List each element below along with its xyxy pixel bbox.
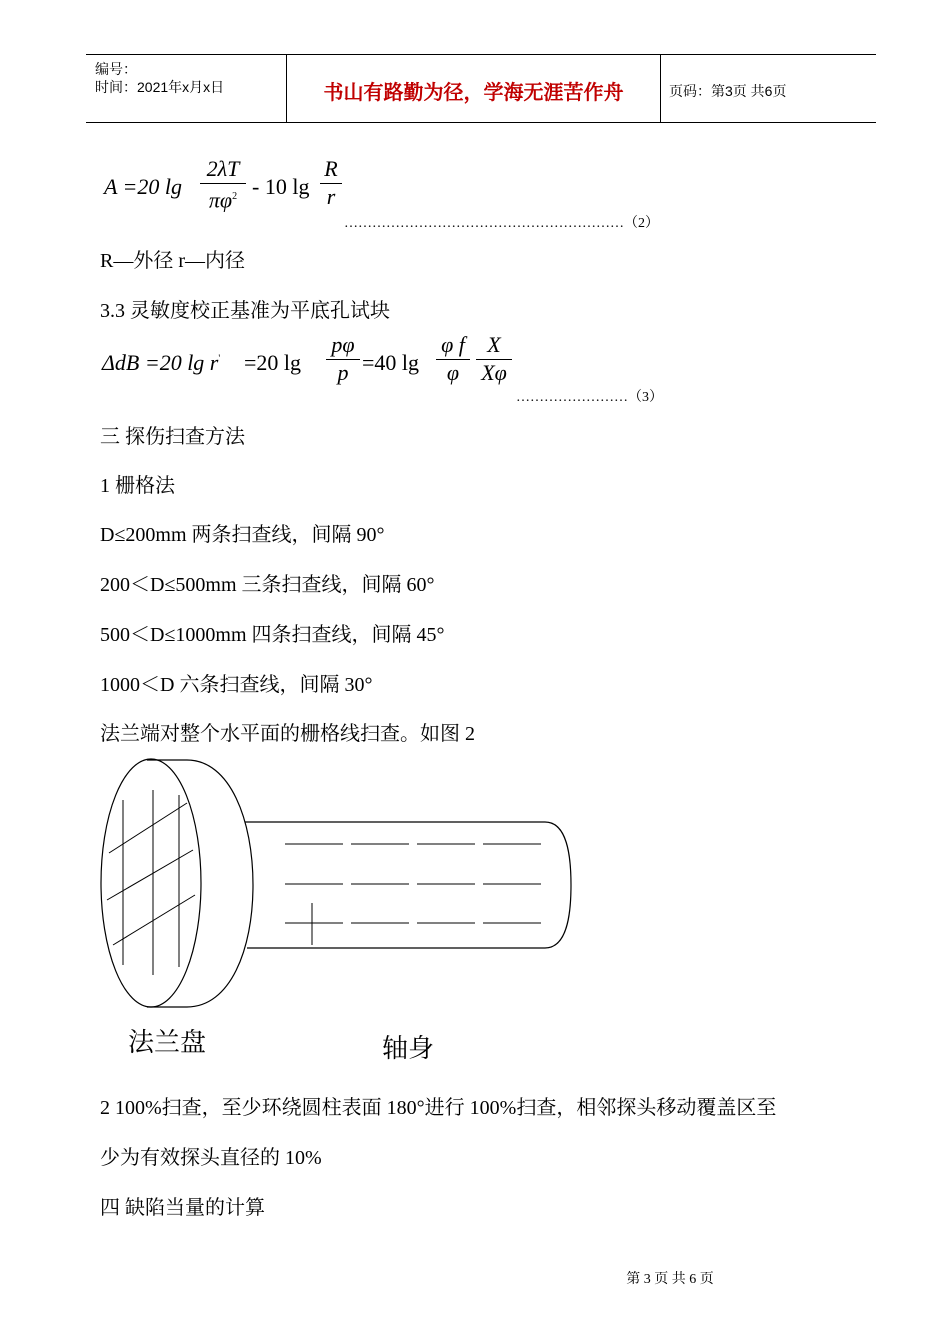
section-3-3: 3.3 灵敏度校正基准为平底孔试块 — [100, 300, 390, 322]
rule-1: D≤200mm 两条扫查线，间隔 90° — [100, 524, 385, 546]
rule-3: 500＜D≤1000mm 四条扫查线，间隔 45° — [100, 624, 445, 646]
figure-label-flange: 法兰盘 — [128, 1028, 207, 1058]
eq2-frac1-den-sup: 2 — [232, 191, 238, 202]
header-time-label: 时间：2021年x月x日 — [95, 79, 225, 95]
rule-2: 200＜D≤500mm 三条扫查线，间隔 60° — [100, 574, 435, 596]
eq3-frac2-denominator: φ — [446, 360, 460, 385]
section-four-heading: 四 缺陷当量的计算 — [100, 1197, 265, 1219]
eq3-fraction-1 — [326, 332, 360, 385]
eq3-lhs: ΔdB =20 lg r — [102, 350, 219, 375]
header-bottom-rule — [86, 122, 876, 123]
flange-rim — [147, 760, 253, 1007]
eq2-frac2-denominator: r — [326, 184, 336, 209]
header-motto: 书山有路勤为径，学海无涯苦作舟 — [323, 80, 624, 104]
header-divider-right — [660, 54, 661, 122]
header-top-rule — [86, 54, 876, 55]
eq3-mid-2: =40 lg — [362, 350, 420, 375]
eq2-mid: - 10 lg — [252, 174, 310, 199]
eq2-number: ……………………………………………………（2） — [344, 216, 659, 231]
footer-page-number: 第 3 页 共 6 页 — [626, 1272, 714, 1287]
eq3-frac3-numerator: X — [487, 332, 501, 357]
eq3-frac3-denominator: Xφ — [481, 360, 507, 385]
scan-100-line-2: 少为有效探头直径的 10% — [100, 1147, 322, 1169]
figure-2-flange-shaft — [95, 755, 585, 1025]
eq3-fraction-2 — [436, 332, 470, 385]
section-three-heading: 三 探伤扫查方法 — [100, 426, 245, 448]
scan-100-line-1: 2 100%扫查，至少环绕圆柱表面 180°进行 100%扫查，相邻探头移动覆盖区至 — [100, 1097, 777, 1119]
eq2-frac1-denominator: πφ — [208, 187, 233, 213]
eq2-frac1-numerator: 2λT — [206, 156, 240, 181]
figure-label-shaft: 轴身 — [382, 1034, 435, 1064]
rule-4: 1000＜D 六条扫查线，间隔 30° — [100, 674, 373, 696]
eq3-fraction-3 — [476, 332, 512, 385]
eq3-number: ……………………（3） — [516, 390, 663, 405]
eq2-frac2-numerator: R — [324, 156, 338, 181]
eq3-mid-1: =20 lg — [244, 350, 302, 375]
header-page-label: 页码：第3页 共6页 — [669, 83, 787, 99]
eq2-lhs: A =20 lg — [104, 174, 182, 199]
shaft-body — [245, 822, 571, 948]
eq3-frac1-denominator: p — [337, 360, 349, 385]
flange-face-ellipse — [101, 759, 201, 1007]
radius-definition: R—外径 r—内径 — [100, 250, 245, 272]
eq3-lhs-sup: ' — [218, 353, 221, 365]
flange-grid-lines — [107, 790, 195, 975]
flange-note: 法兰端对整个水平面的栅格线扫查。如图 2 — [100, 723, 475, 745]
shaft-scan-lines — [285, 844, 543, 945]
grid-method-heading: 1 栅格法 — [100, 475, 175, 497]
eq2-fraction-2 — [320, 156, 342, 209]
eq3-frac1-numerator: pφ — [331, 332, 355, 357]
header-number-label: 编号： — [95, 61, 137, 77]
eq3-frac2-numerator: φ f — [441, 332, 465, 357]
eq2-fraction-1 — [200, 156, 246, 212]
